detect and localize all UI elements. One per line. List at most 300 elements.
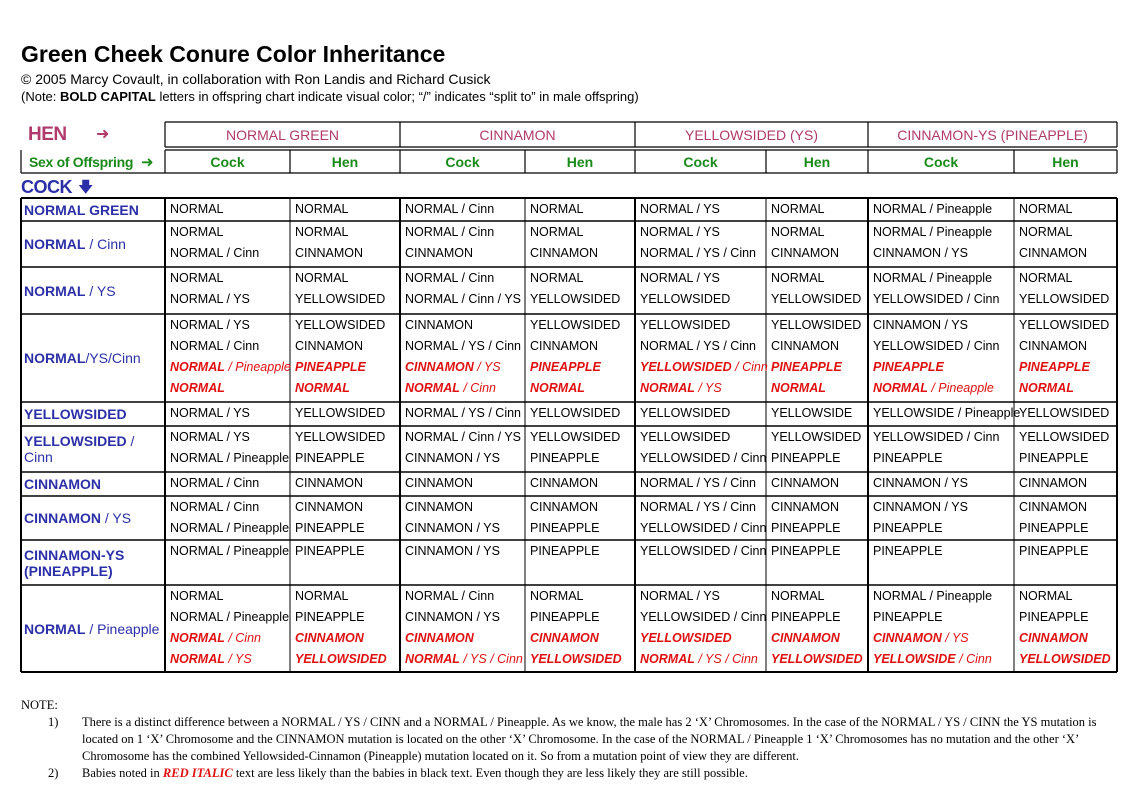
visual-color: PINEAPPLE bbox=[1019, 521, 1089, 535]
offspring-line bbox=[640, 473, 764, 494]
split-to: / Cinn bbox=[730, 544, 767, 558]
visual-color: PINEAPPLE bbox=[295, 451, 365, 465]
split-to: / YS / Cinn bbox=[694, 652, 758, 666]
visual-color: NORMAL bbox=[170, 521, 224, 535]
offspring-line bbox=[295, 268, 398, 289]
visual-color: YELLOWSIDED bbox=[640, 430, 731, 444]
visual-color: PINEAPPLE bbox=[530, 610, 600, 624]
visual-color: NORMAL bbox=[873, 381, 928, 395]
split-to: / YS bbox=[693, 271, 720, 285]
visual-color: NORMAL bbox=[170, 271, 224, 285]
offspring-line bbox=[295, 403, 398, 424]
cock-parent-label bbox=[24, 472, 162, 496]
offspring-line bbox=[295, 518, 398, 539]
visual-color: YELLOWSIDED bbox=[640, 360, 732, 374]
visual-color: NORMAL bbox=[530, 271, 584, 285]
visual-color: NORMAL bbox=[170, 225, 224, 239]
offspring-line bbox=[640, 378, 764, 399]
note-number: 1) bbox=[48, 715, 59, 729]
offspring-line bbox=[1019, 378, 1115, 399]
visual-color: NORMAL bbox=[640, 476, 694, 490]
offspring-cell bbox=[170, 541, 288, 562]
visual-color: CINNAMON bbox=[405, 246, 474, 260]
offspring-line bbox=[640, 315, 764, 336]
offspring-line bbox=[295, 607, 398, 628]
offspring-line bbox=[295, 473, 398, 494]
visual-color: NORMAL bbox=[170, 292, 224, 306]
offspring-line bbox=[170, 199, 288, 220]
offspring-cell bbox=[170, 199, 288, 220]
visual-color: CINNAMON bbox=[771, 500, 840, 514]
split-to: / Cinn bbox=[223, 339, 260, 353]
offspring-line bbox=[170, 541, 288, 562]
offspring-sex-header: Hen bbox=[803, 153, 831, 170]
offspring-line bbox=[1019, 586, 1115, 607]
offspring-line bbox=[530, 427, 633, 448]
visual-color: YELLOWSIDED bbox=[295, 652, 387, 666]
offspring-cell bbox=[873, 199, 1012, 220]
offspring-cell bbox=[170, 586, 288, 670]
offspring-line bbox=[1019, 628, 1115, 649]
offspring-line bbox=[771, 541, 866, 562]
offspring-line bbox=[1019, 649, 1115, 670]
split-to: / Pineapple bbox=[927, 381, 994, 395]
offspring-line bbox=[170, 243, 288, 264]
offspring-line bbox=[873, 427, 1012, 448]
split-to: / YS bbox=[473, 360, 501, 374]
offspring-line bbox=[1019, 268, 1115, 289]
offspring-cell bbox=[873, 268, 1012, 310]
offspring-cell bbox=[771, 403, 866, 424]
offspring-line bbox=[873, 315, 1012, 336]
offspring-line bbox=[640, 357, 768, 378]
offspring-cell bbox=[530, 222, 633, 264]
offspring-cell bbox=[295, 473, 398, 494]
visual-color: CINNAMON bbox=[1019, 339, 1088, 353]
visual-color: CINNAMON bbox=[405, 451, 474, 465]
offspring-line bbox=[1019, 222, 1115, 243]
offspring-line bbox=[640, 448, 767, 469]
cock-parent-bold: CINNAMON bbox=[24, 510, 101, 526]
offspring-line bbox=[530, 403, 633, 424]
cock-parent-label bbox=[24, 198, 162, 221]
visual-color: CINNAMON bbox=[1019, 631, 1088, 645]
offspring-cell bbox=[405, 199, 523, 220]
visual-color: NORMAL bbox=[170, 339, 224, 353]
offspring-cell bbox=[873, 586, 1012, 670]
offspring-sex-header: Hen bbox=[1052, 153, 1079, 170]
offspring-cell bbox=[170, 268, 288, 310]
visual-color: NORMAL bbox=[771, 271, 825, 285]
offspring-line bbox=[873, 628, 1012, 649]
visual-color: PINEAPPLE bbox=[771, 544, 841, 558]
visual-color: NORMAL bbox=[295, 589, 349, 603]
offspring-cell bbox=[1019, 586, 1115, 670]
offspring-line bbox=[405, 199, 523, 220]
arrow-right-icon: ➜ bbox=[96, 126, 110, 143]
visual-color: NORMAL bbox=[405, 292, 459, 306]
offspring-line bbox=[640, 541, 767, 562]
offspring-cell bbox=[1019, 315, 1115, 399]
visual-color: NORMAL bbox=[530, 202, 584, 216]
sex-of-offspring-label: Sex of Offspring bbox=[29, 154, 134, 170]
visual-color: YELLOWSIDED bbox=[771, 652, 863, 666]
cock-parent-label bbox=[24, 221, 162, 267]
offspring-line bbox=[530, 336, 633, 357]
cock-parent-bold: NORMAL bbox=[24, 620, 86, 637]
offspring-line bbox=[1019, 336, 1115, 357]
offspring-line bbox=[295, 199, 398, 220]
offspring-line bbox=[1019, 357, 1115, 378]
visual-color: PINEAPPLE bbox=[771, 451, 841, 465]
cock-parent-bold: NORMAL bbox=[24, 282, 86, 299]
visual-color: CINNAMON bbox=[295, 500, 364, 514]
visual-color: PINEAPPLE bbox=[530, 544, 600, 558]
visual-color: NORMAL bbox=[640, 500, 694, 514]
offspring-line bbox=[405, 541, 523, 562]
offspring-line bbox=[295, 649, 398, 670]
offspring-line bbox=[1019, 518, 1115, 539]
offspring-line bbox=[873, 541, 1012, 562]
offspring-cell bbox=[873, 222, 1012, 264]
offspring-line bbox=[295, 289, 398, 310]
cock-parent-label bbox=[24, 402, 162, 426]
visual-color: YELLOWSIDED bbox=[530, 430, 621, 444]
visual-color: CINNAMON bbox=[873, 476, 942, 490]
hen-parent-header: CINNAMON-YS (PINEAPPLE) bbox=[897, 126, 1088, 143]
visual-color: NORMAL bbox=[170, 610, 224, 624]
offspring-cell bbox=[771, 315, 866, 399]
visual-color: YELLOWSIDED bbox=[1019, 292, 1110, 306]
visual-color: NORMAL bbox=[640, 202, 694, 216]
offspring-cell bbox=[771, 427, 866, 469]
visual-color: YELLOWSIDED bbox=[640, 292, 731, 306]
offspring-cell bbox=[1019, 473, 1115, 494]
visual-color: NORMAL bbox=[295, 381, 350, 395]
split-to: / Pineapple bbox=[223, 521, 290, 535]
offspring-line bbox=[530, 357, 633, 378]
split-to: / Pineapple bbox=[223, 451, 290, 465]
offspring-line bbox=[295, 243, 398, 264]
offspring-cell bbox=[640, 473, 764, 494]
offspring-line bbox=[170, 222, 288, 243]
offspring-line bbox=[405, 473, 523, 494]
page-title: Green Cheek Conure Color Inheritance bbox=[21, 41, 446, 67]
offspring-sex-header: Hen bbox=[566, 153, 594, 170]
offspring-line bbox=[771, 473, 866, 494]
offspring-cell bbox=[295, 586, 398, 670]
split-to: / Cinn / YS bbox=[458, 430, 522, 444]
visual-color: YELLOWSIDED bbox=[873, 430, 964, 444]
visual-color: NORMAL bbox=[170, 381, 225, 395]
offspring-cell bbox=[1019, 268, 1115, 310]
visual-color: CINNAMON bbox=[873, 500, 942, 514]
offspring-line bbox=[640, 649, 764, 670]
offspring-line bbox=[873, 222, 1012, 243]
offspring-cell bbox=[640, 541, 767, 562]
offspring-line bbox=[1019, 199, 1115, 220]
offspring-line bbox=[405, 649, 523, 670]
visual-color: PINEAPPLE bbox=[873, 544, 943, 558]
offspring-line bbox=[405, 268, 523, 289]
visual-color: CINNAMON bbox=[1019, 500, 1088, 514]
split-to: / YS / Cinn bbox=[458, 339, 522, 353]
cock-parent-label bbox=[24, 426, 162, 472]
offspring-cell bbox=[295, 222, 398, 264]
split-to: / YS bbox=[223, 430, 250, 444]
visual-color: YELLOWSIDED bbox=[530, 292, 621, 306]
offspring-line bbox=[1019, 315, 1115, 336]
split-to: / Cinn bbox=[223, 500, 260, 514]
visual-color: NORMAL bbox=[530, 225, 584, 239]
offspring-line bbox=[771, 403, 866, 424]
cock-parent-label bbox=[24, 540, 162, 585]
offspring-line bbox=[640, 586, 764, 607]
offspring-cell bbox=[873, 541, 1012, 562]
visual-color: NORMAL bbox=[170, 202, 224, 216]
split-to: / Cinn bbox=[223, 246, 260, 260]
visual-color: NORMAL bbox=[640, 381, 695, 395]
offspring-line bbox=[640, 403, 764, 424]
visual-color: PINEAPPLE bbox=[530, 521, 600, 535]
visual-color: NORMAL bbox=[170, 318, 224, 332]
visual-color: NORMAL bbox=[771, 381, 826, 395]
visual-color: NORMAL bbox=[771, 202, 825, 216]
split-to: / Cinn bbox=[730, 610, 767, 624]
split-to: / Pineapple bbox=[926, 202, 993, 216]
visual-color: CINNAMON bbox=[295, 631, 364, 645]
offspring-line bbox=[295, 378, 398, 399]
offspring-line bbox=[295, 497, 398, 518]
offspring-line bbox=[1019, 607, 1115, 628]
offspring-cell bbox=[530, 315, 633, 399]
offspring-line bbox=[771, 222, 866, 243]
offspring-line bbox=[1019, 448, 1115, 469]
offspring-cell bbox=[295, 199, 398, 220]
offspring-cell bbox=[530, 199, 633, 220]
cock-parent-label bbox=[24, 585, 162, 672]
offspring-line bbox=[1019, 403, 1115, 424]
visual-color: PINEAPPLE bbox=[295, 544, 365, 558]
offspring-line bbox=[170, 336, 288, 357]
offspring-cell bbox=[405, 268, 523, 310]
offspring-line bbox=[170, 448, 288, 469]
offspring-cell bbox=[170, 222, 288, 264]
visual-color: PINEAPPLE bbox=[1019, 451, 1089, 465]
offspring-line bbox=[640, 289, 764, 310]
offspring-line bbox=[873, 289, 1012, 310]
offspring-cell bbox=[640, 427, 767, 469]
visual-color: CINNAMON bbox=[295, 339, 364, 353]
split-to: / YS / Cinn bbox=[459, 652, 523, 666]
visual-color: CINNAMON bbox=[771, 246, 840, 260]
offspring-line bbox=[170, 378, 288, 399]
visual-color: NORMAL bbox=[405, 430, 459, 444]
visual-color: CINNAMON bbox=[873, 318, 942, 332]
offspring-line bbox=[530, 222, 633, 243]
split-to: / YS bbox=[941, 500, 968, 514]
offspring-line bbox=[640, 199, 764, 220]
offspring-cell bbox=[170, 473, 288, 494]
notes-section bbox=[21, 697, 1116, 782]
offspring-line bbox=[170, 289, 288, 310]
visual-color: PINEAPPLE bbox=[771, 360, 842, 374]
visual-color: NORMAL bbox=[170, 544, 224, 558]
offspring-line bbox=[530, 378, 633, 399]
visual-color: YELLOWSIDED bbox=[771, 318, 862, 332]
visual-color: YELLOWSIDED bbox=[1019, 430, 1110, 444]
offspring-cell bbox=[295, 403, 398, 424]
visual-color: CINNAMON bbox=[771, 339, 840, 353]
offspring-line bbox=[405, 378, 523, 399]
visual-color: CINNAMON bbox=[530, 476, 599, 490]
split-to: / Cinn bbox=[223, 476, 260, 490]
visual-color: NORMAL bbox=[405, 225, 459, 239]
visual-color: YELLOWSIDED bbox=[771, 430, 862, 444]
visual-color: PINEAPPLE bbox=[530, 451, 600, 465]
visual-color: CINNAMON bbox=[405, 544, 474, 558]
offspring-cell bbox=[1019, 403, 1115, 424]
offspring-line bbox=[405, 336, 523, 357]
visual-color: NORMAL bbox=[771, 225, 825, 239]
offspring-line bbox=[405, 403, 523, 424]
split-to: / YS bbox=[941, 476, 968, 490]
offspring-cell bbox=[640, 586, 767, 670]
visual-color: YELLOWSIDE bbox=[873, 652, 956, 666]
visual-color: NORMAL bbox=[170, 476, 224, 490]
offspring-cell bbox=[771, 497, 866, 539]
offspring-cell bbox=[530, 427, 633, 469]
offspring-line bbox=[170, 427, 288, 448]
cock-parent-split: / YS bbox=[101, 510, 132, 526]
offspring-cell bbox=[640, 199, 764, 220]
split-to: / Pineapple bbox=[926, 589, 993, 603]
visual-color: YELLOWSIDED bbox=[295, 292, 386, 306]
visual-color: CINNAMON bbox=[405, 610, 474, 624]
offspring-line bbox=[295, 222, 398, 243]
offspring-line bbox=[530, 586, 633, 607]
offspring-line bbox=[640, 607, 767, 628]
visual-color: NORMAL bbox=[405, 589, 459, 603]
split-to: / YS bbox=[941, 318, 968, 332]
visual-color: YELLOWSIDED bbox=[640, 406, 731, 420]
split-to: / YS bbox=[693, 225, 720, 239]
split-to: / Cinn bbox=[963, 292, 1000, 306]
offspring-cell bbox=[640, 268, 764, 310]
split-to: / YS bbox=[223, 318, 250, 332]
offspring-cell bbox=[530, 541, 633, 562]
offspring-line bbox=[170, 357, 291, 378]
offspring-line bbox=[405, 628, 523, 649]
offspring-line bbox=[1019, 243, 1115, 264]
visual-color: NORMAL bbox=[170, 500, 224, 514]
offspring-line bbox=[771, 628, 866, 649]
copyright-line: © 2005 Marcy Covault, in collaboration with Ron Landis and Richard Cusick bbox=[21, 71, 491, 87]
split-to: / Cinn bbox=[963, 339, 1000, 353]
visual-color: PINEAPPLE bbox=[771, 521, 841, 535]
visual-color: NORMAL bbox=[295, 225, 349, 239]
visual-color: CINNAMON bbox=[405, 318, 474, 332]
visual-color: PINEAPPLE bbox=[295, 521, 365, 535]
cock-parent-split: /YS/Cinn bbox=[85, 350, 141, 366]
split-to: / Cinn bbox=[458, 225, 495, 239]
offspring-line bbox=[771, 357, 866, 378]
offspring-line bbox=[873, 649, 1012, 670]
visual-color: PINEAPPLE bbox=[295, 360, 366, 374]
visual-color: PINEAPPLE bbox=[1019, 610, 1089, 624]
visual-color: NORMAL bbox=[640, 271, 694, 285]
visual-color: CINNAMON bbox=[405, 631, 474, 645]
visual-color: CINNAMON bbox=[295, 476, 364, 490]
visual-color: CINNAMON bbox=[405, 476, 474, 490]
offspring-sex-header: Cock bbox=[923, 153, 959, 170]
offspring-line bbox=[530, 448, 633, 469]
visual-color: CINNAMON bbox=[771, 631, 840, 645]
offspring-cell bbox=[1019, 541, 1115, 562]
offspring-line bbox=[771, 378, 866, 399]
offspring-line bbox=[530, 518, 633, 539]
offspring-cell bbox=[1019, 427, 1115, 469]
visual-color: NORMAL bbox=[640, 339, 694, 353]
offspring-line bbox=[405, 586, 523, 607]
split-to: / YS bbox=[693, 589, 720, 603]
offspring-cell bbox=[771, 268, 866, 310]
offspring-line bbox=[873, 268, 1012, 289]
offspring-cell bbox=[1019, 497, 1115, 539]
offspring-sex-header: Cock bbox=[445, 153, 480, 170]
split-to: / YS bbox=[224, 652, 252, 666]
visual-color: NORMAL bbox=[170, 652, 225, 666]
visual-color: NORMAL bbox=[873, 589, 927, 603]
hen-parent-header: NORMAL GREEN bbox=[225, 126, 340, 143]
offspring-line bbox=[170, 403, 288, 424]
offspring-cell bbox=[640, 315, 768, 399]
offspring-cell bbox=[405, 315, 523, 399]
offspring-cell bbox=[530, 403, 633, 424]
visual-color: CINNAMON bbox=[405, 500, 474, 514]
offspring-line bbox=[771, 518, 866, 539]
visual-color: NORMAL bbox=[170, 430, 224, 444]
visual-color: PINEAPPLE bbox=[771, 610, 841, 624]
cock-parent-bold: NORMAL bbox=[24, 236, 86, 252]
cock-label: COCK bbox=[21, 177, 72, 197]
offspring-line bbox=[405, 448, 523, 469]
visual-color: NORMAL bbox=[405, 652, 460, 666]
offspring-line bbox=[771, 243, 866, 264]
visual-color: YELLOWSIDED bbox=[640, 544, 731, 558]
offspring-line bbox=[640, 243, 764, 264]
offspring-line bbox=[771, 336, 866, 357]
visual-color: YELLOWSIDED bbox=[771, 292, 862, 306]
split-to: / YS / Cinn bbox=[693, 476, 757, 490]
offspring-line bbox=[640, 628, 764, 649]
split-to: / YS bbox=[941, 631, 969, 645]
offspring-cell bbox=[170, 315, 291, 399]
offspring-sex-header: Cock bbox=[683, 153, 718, 170]
visual-color: YELLOWSIDED bbox=[640, 610, 731, 624]
offspring-cell bbox=[530, 268, 633, 310]
hen-label: HEN bbox=[28, 124, 67, 145]
offspring-cell bbox=[530, 473, 633, 494]
offspring-cell bbox=[405, 473, 523, 494]
visual-color: NORMAL bbox=[640, 652, 695, 666]
offspring-line bbox=[771, 586, 866, 607]
offspring-cell bbox=[640, 222, 764, 264]
split-to: / YS bbox=[941, 246, 968, 260]
visual-color: YELLOWSIDED bbox=[1019, 406, 1110, 420]
visual-color: NORMAL bbox=[405, 271, 459, 285]
split-to: / Pineapple bbox=[223, 544, 290, 558]
